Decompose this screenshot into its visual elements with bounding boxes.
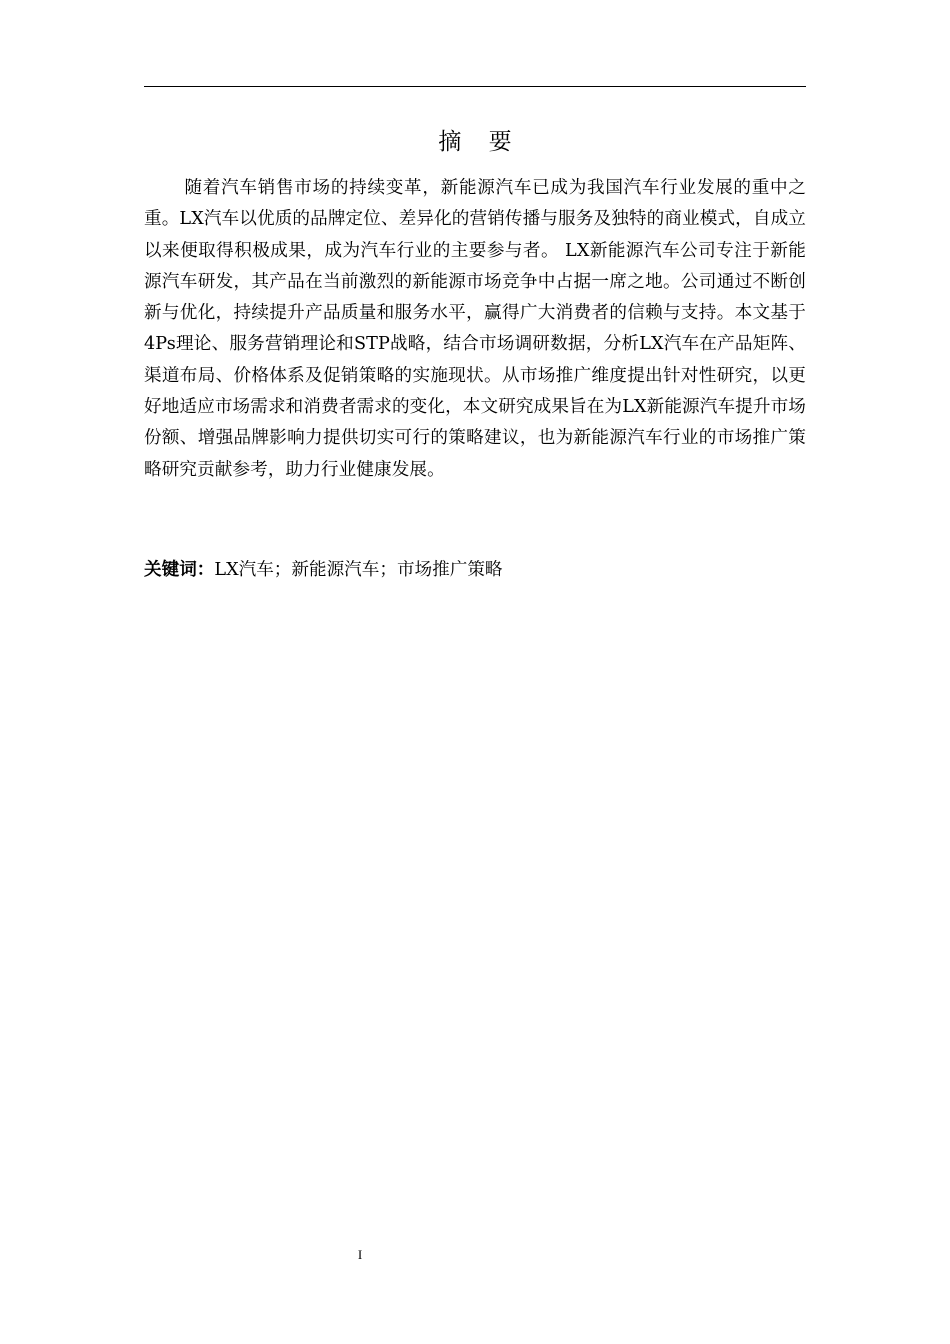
keywords-line [144,555,806,586]
header-rule [144,86,806,87]
keywords-label: 关键词： [144,560,215,580]
page-number: I [357,1247,363,1262]
keywords-text: LX汽车；新能源汽车；市场推广策略 [214,560,503,580]
abstract-title: 摘 要 [438,129,522,155]
abstract-body: 随着汽车销售市场的持续变革，新能源汽车已成为我国汽车行业发展的重中之重。LX汽车以优质的品牌定位、差异化的营销传播与服务及独特的商业模式，自成立以来便取得积极成果，成为汽车行业的主要参与者。 LX新能源汽车公司专注于新能源汽车研发，其产品在当前激烈的新能源市场竞争中占据一席之地。公司通过不断创新与优化，持续提升产品质量和服务水平，赢得广大消费者的信赖与支持。本文基于4Ps理论、服务营销理论和STP战略，结合市场调研数据，分析LX汽车在产品矩阵、渠道布局、价格体系及促销策略的实施现状。从市场推广维度提出针对性研究，以更好地适应市场需求和消费者需求的变化，本文研究成果旨在为LX新能源汽车提升市场份额、增强品牌影响力提供切实可行的策略建议，也为新能源汽车行业的市场推广策略研究贡献参考，助力行业健康发展。 [144,178,806,480]
